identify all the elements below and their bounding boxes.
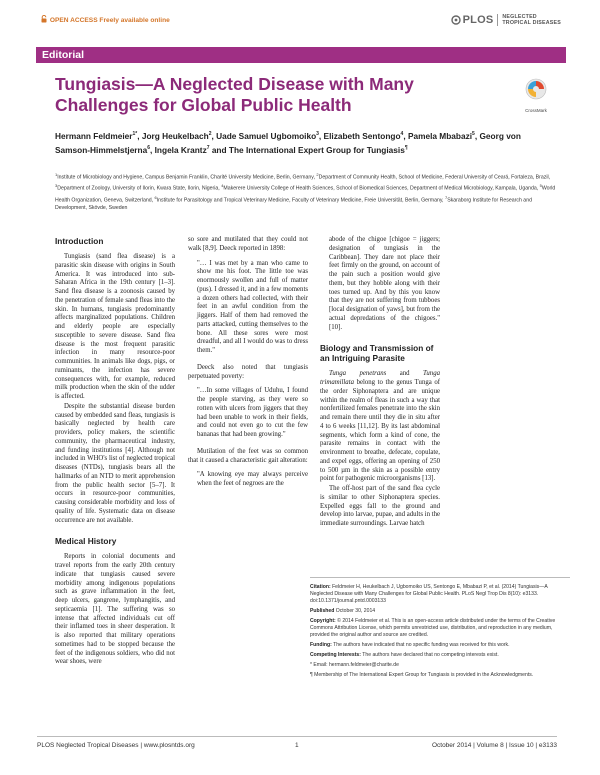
citation: Citation: Feldmeier H, Heukelbach J, Ugbomoiko US, Sentongo E, Mbabazi P, et al. (2014) Tungiasis—A Neglected Disease with Many Challenges for Global Public Health. PLoS Negl Trop Dis 8(10): e3133. doi:10.1371/journal.pntd.0003133 bbox=[310, 584, 548, 604]
funding: Funding: The authors have indicated that no specific funding was received for this work. bbox=[310, 642, 510, 648]
footer-issue: October 2014 | Volume 8 | Issue 10 | e3133 bbox=[431, 742, 557, 749]
section-label: Editorial bbox=[42, 49, 85, 61]
paragraph: Mutilation of the feet was so common that it caused a characteristic gait alteration: bbox=[188, 447, 308, 464]
article-title: Tungiasis—A Neglected Disease with Many Challenges for Global Public Health bbox=[55, 74, 414, 115]
copyright: Copyright: © 2014 Feldmeier et al. This is an open-access article distributed under the terms of the Creative Commons Attribution License, which permits unrestricted use, distribution, and reproduction in any medium, provided the original author and source are credited. bbox=[310, 618, 556, 638]
author-name: Jorg Heukelbach bbox=[141, 130, 209, 141]
affiliation-number: 7 bbox=[444, 194, 448, 200]
author-affiliation-mark: 2 bbox=[208, 131, 212, 137]
author-separator: , bbox=[211, 130, 217, 141]
quote: "…In some villages of Uduhu, I found the people starving, as they were so rotten with ulcers from jiggers that they had been unable to work in their fields, and could not even go to cut the few bananas that had been growing." bbox=[197, 387, 308, 438]
author-separator: , bbox=[150, 144, 155, 155]
plos-mark-icon bbox=[451, 15, 461, 25]
author-name: Elizabeth Sentongo bbox=[323, 130, 401, 141]
author-affiliation-mark: ¶ bbox=[404, 144, 408, 151]
author-name: Ingela Krantz bbox=[154, 144, 207, 155]
species-name: Tunga penetrans bbox=[329, 370, 387, 378]
footer-journal: PLOS Neglected Tropical Diseases | www.plosntds.org bbox=[37, 742, 195, 749]
affiliation-text: Makerere University College of Health Sciences, School of Biomedical Sciences, Department of Medical Microbiology, Kampala, Uganda, bbox=[223, 186, 540, 193]
affiliation-number: 3 bbox=[55, 183, 58, 189]
quote: "… I was met by a man who came to show me his foot. The little toe was enormously swollen and full of matter (pus). I dressed it, and in a few moments a dozen others had collected, with their feet in an awful condition from the jiggers. Half of them had removed the parts attacked, cutting themselves to the bone. All these sores were most dreadful, and all I would do was to dress them." bbox=[197, 259, 308, 354]
affiliation-number: 4 bbox=[221, 183, 224, 189]
crossmark-icon bbox=[525, 78, 547, 102]
affiliation-number: 1 bbox=[55, 172, 58, 177]
affiliations bbox=[55, 171, 557, 213]
quote: abode of the chigoe [chigoe = jiggers; designation of tungiasis in the Caribbean]. They dare not place their feet firmly on the ground, on account of the pain such a position would give them, but they hobble along with their toes turned up. And by this you know that they are not suffering from tubboes [local designation of yaws], but from the actual depredations of the chigoes." [10]. bbox=[329, 236, 440, 331]
author-separator: , bbox=[318, 130, 324, 141]
author-name: Georg von Samson-Himmelstjerna bbox=[55, 130, 521, 155]
paragraph: so sore and mutilated that they could not walk [8,9]. Deeck reported in 1898: bbox=[188, 236, 308, 252]
page-number: 1 bbox=[295, 742, 299, 749]
publisher-name: PLOS bbox=[462, 14, 494, 26]
affiliation-text: Department of Community Health, School of Medicine, Federal University of Ceará, Fortaleza, Brazil, bbox=[318, 174, 551, 181]
author-separator: and bbox=[209, 144, 229, 155]
open-access-label: OPEN ACCESS Freely available online bbox=[41, 15, 170, 24]
author-affiliation-mark: 1* bbox=[132, 131, 138, 137]
author-name: Hermann Feldmeier bbox=[55, 130, 133, 141]
paragraph: Tungiasis (sand flea disease) is a parasitic skin disease with origins in South America. It was introduced into sub-Saharan Africa in the 19th century [1–3]. Sand flea disease is a zoonosis caused by the penetration of female sand fleas into the skin. In humans, tungiasis predominantly affects marginalized populations. Children and elderly people are especially susceptible to severe disease. Sand flea disease is the most frequent parasitic infection in many resource-poor communities. In animals like dogs, pigs, or ruminants, the infection has severe consequences with, for example, reduced milk production when the skin of the udder is affected. bbox=[55, 253, 175, 400]
author-name: Uade Samuel Ugbomoiko bbox=[216, 130, 317, 141]
logo-divider bbox=[497, 14, 498, 26]
affiliation-number: 6 bbox=[154, 194, 157, 200]
corresponding-email[interactable]: * Email: hermann.feldmeier@charite.de bbox=[310, 662, 399, 668]
affiliation-text: Institute of Microbiology and Hygiene, Campus Benjamin Franklin, Charité University Medicine, Berlin, Germany, bbox=[57, 174, 317, 181]
paragraph: Deeck also noted that tungiasis perpetuated poverty: bbox=[188, 363, 308, 380]
paragraph: Tunga penetrans and Tunga trimamillata belong to the genus Tunga of the order Siphonaptera and are unique within the realm of fleas in such a way that nonfertilized females penetrate into the skin and remain there until they die in situ after 4 to 6 weeks [11,12]. By its last abdominal segments, which form a kind of cone, the parasite remains in contact with the environment to breathe, defecate, copulate, and expel eggs, offering an opening of 250 to 500 µm in the skin as a possible entry point for pathogenic microorganisms [13]. bbox=[320, 370, 440, 483]
affiliation-text: Skaraborg Institute for Research and Development, Skövde, Sweden bbox=[55, 197, 532, 211]
quote: "A knowing eye may always perceive when the feet of negroes are the bbox=[197, 471, 308, 487]
affiliation-text: World Health Organization, Geneva, Switzerland, bbox=[55, 186, 556, 204]
heading-biology: Biology and Transmission of an Intriguing Parasite bbox=[320, 343, 434, 364]
column-3 bbox=[320, 236, 440, 530]
author-separator: , bbox=[403, 130, 408, 141]
affiliation-text: Department of Zoology, University of Ilorin, Kwara State, Ilorin, Nigeria, bbox=[57, 186, 222, 193]
species-name: Tunga trimamillata bbox=[320, 370, 440, 386]
author-affiliation-mark: 7 bbox=[206, 144, 210, 151]
journal-name: NEGLECTED TROPICAL DISEASES bbox=[502, 14, 561, 26]
heading-medical-history: Medical History bbox=[55, 536, 117, 547]
author-affiliation-mark: 4 bbox=[400, 131, 404, 137]
author-name: The International Expert Group for Tungiasis bbox=[228, 144, 405, 155]
page-footer bbox=[37, 736, 557, 752]
column-2 bbox=[188, 236, 308, 497]
competing-interests: Competing Interests: The authors have declared that no competing interests exist. bbox=[310, 652, 499, 658]
affiliation-text: Institute for Parasitology and Tropical Veterinary Medicine, Faculty of Veterinary Medicine, Freie Universität, Berlin, Germany, bbox=[156, 197, 445, 204]
membership-note: ¶ Membership of The International Expert Group for Tungiasis is provided in the Acknowledgments. bbox=[310, 672, 534, 678]
section-banner bbox=[36, 47, 566, 63]
open-lock-icon bbox=[41, 15, 47, 23]
author-name: Pamela Mbabazi bbox=[407, 130, 473, 141]
affiliation-number: 5 bbox=[539, 183, 542, 189]
affiliation-number: 2 bbox=[316, 172, 319, 177]
paragraph: The off-host part of the sand flea cycle is similar to other Siphonaptera species. Expelled eggs fall to the ground and develop into larvae, pupae, and adults in the immediate surroundings. Larvae hatch bbox=[320, 485, 440, 527]
article-info bbox=[310, 577, 570, 682]
heading-introduction: Introduction bbox=[55, 236, 104, 246]
plos-logo bbox=[451, 14, 561, 26]
published-date: Published October 30, 2014 bbox=[310, 608, 376, 614]
paragraph: Despite the substantial disease burden caused by embedded sand fleas, tungiasis is basically neglected by health care providers, policy makers, the scientific community, the pharmaceutical industry, and funding institutions [4]. Although not included in WHO's list of neglected tropical diseases (NTDs), tungiasis bears all the hallmarks of an NTD to merit apprehension from the public health sector [5–7]. It occurs in resource-poor communities, causing considerable morbidity and loss of quality of life. Systematic data on disease occurrence are not available. bbox=[55, 402, 175, 524]
column-1 bbox=[55, 236, 175, 668]
author-list bbox=[55, 128, 535, 156]
journal-header bbox=[41, 14, 561, 40]
crossmark-badge[interactable] bbox=[516, 78, 556, 113]
author-separator: , bbox=[474, 130, 480, 141]
author-affiliation-mark: 5 bbox=[472, 131, 475, 137]
paragraph: Reports in colonial documents and travel reports from the early 20th century indicate that tungiasis caused severe morbidity among indigenous populations such as grave inflammation in the feet, deep ulcers, gangrene, lymphangitis, and septicaemia [1]. The suffering was so intense that affected individuals cut off their inflamed toes in sheer desperation. It is also reported that military operations sometimes had to be stopped because the feet of the indigenous soldiers, who did not wear shoes, were bbox=[55, 553, 175, 666]
author-affiliation-mark: 6 bbox=[147, 144, 150, 151]
crossmark-label: CrossMark bbox=[525, 108, 547, 113]
author-affiliation-mark: 3 bbox=[316, 131, 319, 137]
author-separator: , bbox=[137, 130, 142, 141]
